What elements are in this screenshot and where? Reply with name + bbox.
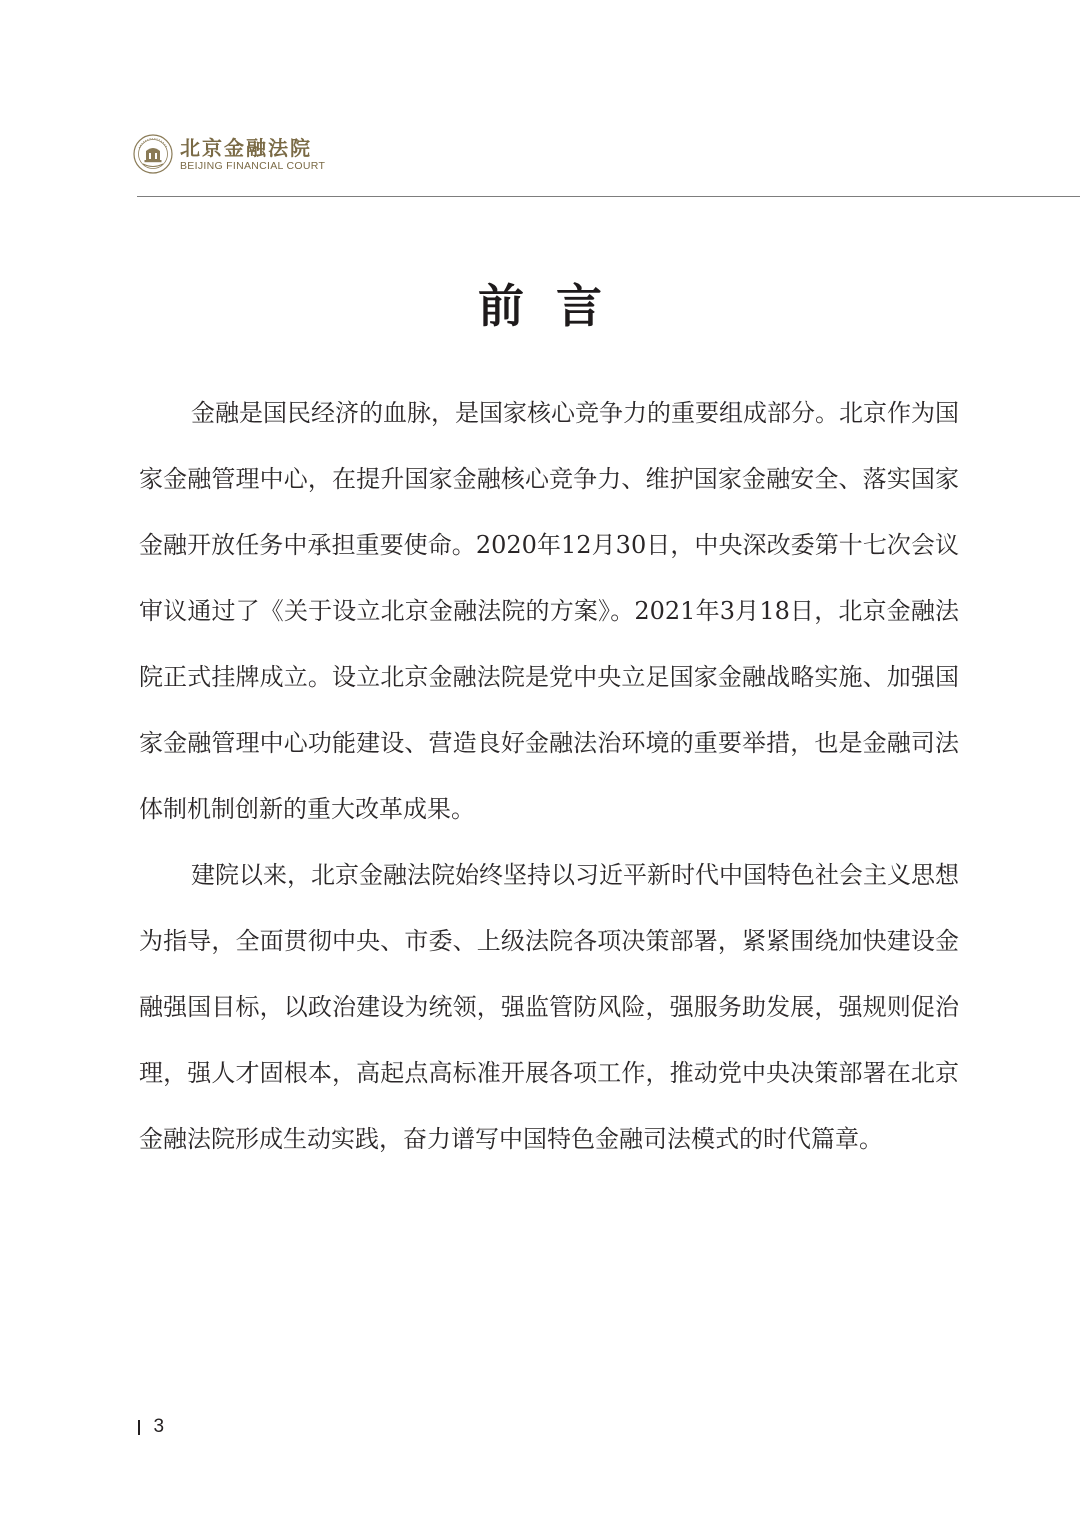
brand-name-en: BEIJING FINANCIAL COURT: [180, 159, 326, 172]
page-footer: [138, 1416, 164, 1438]
page-number: 3: [153, 1416, 165, 1437]
paragraph-2: 建院以来，北京金融法院始终坚持以习近平新时代中国特色社会主义思想为指导，全面贯彻中央、市委、上级法院各项决策部署，紧紧围绕加快建设金融强国目标，以政治建设为统领，强监管防风险，强服务助发展，强规则促治理，强人才固根本，高起点高标准开展各项工作，推动党中央决策部署在北京金融法院形成生动实践，奋力谱写中国特色金融司法模式的时代篇章。: [139, 861, 959, 1153]
paragraph-1: 金融是国民经济的血脉，是国家核心竞争力的重要组成部分。北京作为国家金融管理中心，在提升国家金融核心竞争力、维护国家金融安全、落实国家金融开放任务中承担重要使命。2020年12月30日，中央深改委第十七次会议审议通过了《关于设立北京金融法院的方案》。2021年3月18日，北京金融法院正式挂牌成立。设立北京金融法院是党中央立足国家金融战略实施、加强国家金融管理中心功能建设、营造良好金融法治环境的重要举措，也是金融司法体制机制创新的重大改革成果。: [139, 399, 959, 823]
court-emblem-icon: [133, 134, 173, 174]
page-title: 前言: [478, 279, 634, 333]
brand-block: [180, 137, 325, 172]
page-number-bar: [138, 1420, 140, 1435]
page-header: [133, 130, 325, 178]
brand-name-cn: 北京金融法院: [180, 135, 312, 160]
document-body: [139, 380, 959, 1172]
header-divider: [137, 196, 1080, 197]
